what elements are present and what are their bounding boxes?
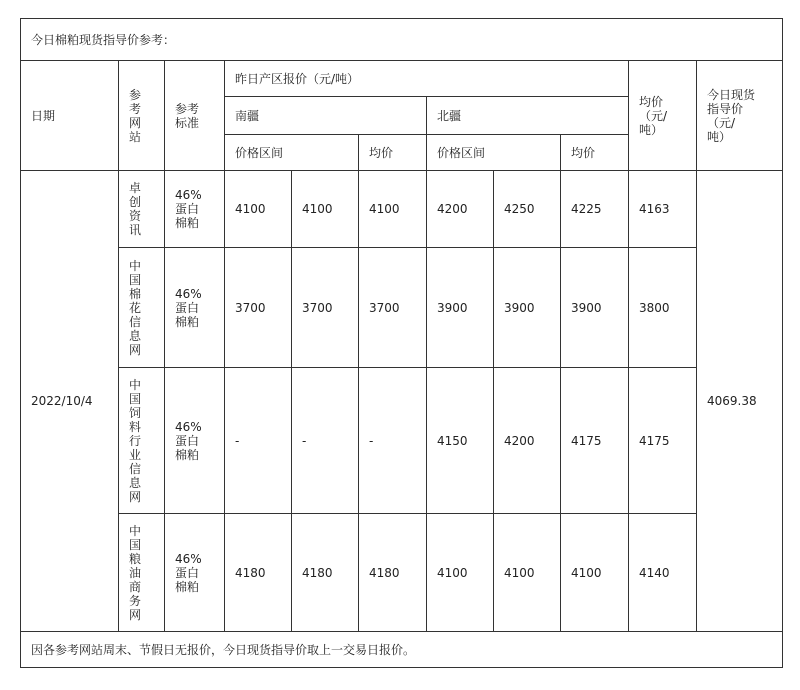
- header-avg: 均价 （元/ 吨）: [629, 61, 697, 171]
- north-high-cell: 3900: [494, 248, 561, 368]
- header-site: 参 考 网 站: [119, 61, 165, 171]
- header-price-range-north: 价格区间: [427, 135, 561, 171]
- south-high-cell: 4180: [292, 514, 359, 632]
- table-caption: 今日棉粕现货指导价参考：: [21, 19, 783, 61]
- header-price-range-south: 价格区间: [225, 135, 359, 171]
- north-avg-cell: 4225: [561, 171, 629, 248]
- standard-cell: 46% 蛋白 棉粕: [165, 248, 225, 368]
- standard-cell: 46% 蛋白 棉粕: [165, 368, 225, 514]
- north-low-cell: 4200: [427, 171, 494, 248]
- standard-cell: 46% 蛋白 棉粕: [165, 514, 225, 632]
- header-today-price: 今日现货 指导价 （元/ 吨）: [697, 61, 783, 171]
- price-table: [20, 18, 783, 668]
- avg-cell: 3800: [629, 248, 697, 368]
- south-high-cell: 4100: [292, 171, 359, 248]
- avg-cell: 4163: [629, 171, 697, 248]
- site-cell: 卓 创 资 讯: [119, 171, 165, 248]
- table-row: [21, 248, 783, 368]
- site-cell: 中 国 粮 油 商 务 网: [119, 514, 165, 632]
- header-south: 南疆: [225, 97, 427, 135]
- header-avg-south: 均价: [359, 135, 427, 171]
- south-low-cell: 4180: [225, 514, 292, 632]
- north-avg-cell: 4100: [561, 514, 629, 632]
- site-cell: 中 国 饲 料 行 业 信 息 网: [119, 368, 165, 514]
- south-avg-cell: 4180: [359, 514, 427, 632]
- header-standard: 参考 标准: [165, 61, 225, 171]
- south-avg-cell: 3700: [359, 248, 427, 368]
- north-low-cell: 4150: [427, 368, 494, 514]
- south-low-cell: -: [225, 368, 292, 514]
- standard-cell: 46% 蛋白 棉粕: [165, 171, 225, 248]
- south-high-cell: 3700: [292, 248, 359, 368]
- south-low-cell: 3700: [225, 248, 292, 368]
- north-low-cell: 3900: [427, 248, 494, 368]
- avg-cell: 4175: [629, 368, 697, 514]
- north-high-cell: 4250: [494, 171, 561, 248]
- site-cell: 中 国 棉 花 信 息 网: [119, 248, 165, 368]
- header-yesterday-price: 昨日产区报价（元/吨）: [225, 61, 629, 97]
- table-row: [21, 171, 783, 248]
- date-cell: 2022/10/4: [21, 171, 119, 632]
- today-price-cell: 4069.38: [697, 171, 783, 632]
- north-high-cell: 4100: [494, 514, 561, 632]
- header-avg-north: 均价: [561, 135, 629, 171]
- table-row: [21, 514, 783, 632]
- header-date: 日期: [21, 61, 119, 171]
- avg-cell: 4140: [629, 514, 697, 632]
- north-low-cell: 4100: [427, 514, 494, 632]
- south-avg-cell: 4100: [359, 171, 427, 248]
- north-avg-cell: 4175: [561, 368, 629, 514]
- south-avg-cell: -: [359, 368, 427, 514]
- table-note: 因各参考网站周末、节假日无报价，今日现货指导价取上一交易日报价。: [21, 632, 783, 668]
- north-high-cell: 4200: [494, 368, 561, 514]
- header-north: 北疆: [427, 97, 629, 135]
- south-low-cell: 4100: [225, 171, 292, 248]
- table-row: [21, 368, 783, 514]
- north-avg-cell: 3900: [561, 248, 629, 368]
- south-high-cell: -: [292, 368, 359, 514]
